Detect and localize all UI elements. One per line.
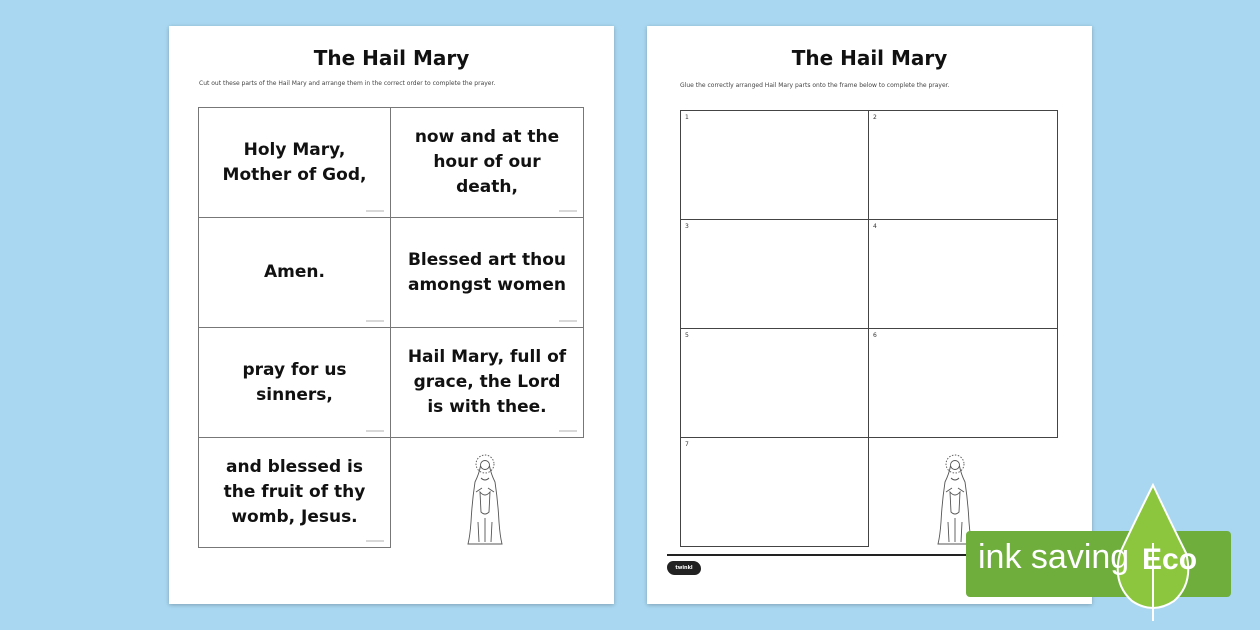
card-footer-mark [366,430,384,432]
frame-box [868,110,1058,220]
brand-logo: twinkl [667,561,701,575]
prayer-frame-grid [681,111,1058,547]
prayer-card [198,327,391,438]
card-footer-mark [366,320,384,322]
prayer-card [198,217,391,328]
prayer-card-text: Amen. [264,262,325,282]
frame-box [680,328,869,438]
frame-number: 6 [873,332,877,339]
page-title: The Hail Mary [791,46,948,70]
prayer-card-text: pray for us sinners, [242,359,347,405]
card-footer-mark [559,320,577,322]
cutout-worksheet-page [169,26,614,604]
frame-box [868,328,1058,438]
prayer-card [390,107,584,218]
virgin-mary-illustration [462,452,508,548]
prayer-card-text: now and at the hour of our death, [414,127,560,197]
prayer-card [390,217,584,328]
page-title: The Hail Mary [313,46,470,70]
prayer-card-text: and blessed is the fruit of thy womb, Jesus. [223,457,366,527]
frame-box [680,437,869,547]
frame-number: 4 [873,223,877,230]
frame-number: 5 [685,332,689,339]
eco-label: Eco [1142,543,1198,576]
frame-box [868,219,1058,329]
prayer-card-text: Hail Mary, full of grace, the Lord is with thee. [407,347,567,417]
instructions-text: Cut out these parts of the Hail Mary and arrange them in the correct order to complete the prayer. [199,80,496,87]
card-footer-mark [366,210,384,212]
ink-saving-label: ink saving [978,538,1130,576]
prayer-card [198,107,391,218]
frame-number: 2 [873,114,877,121]
prayer-card [390,327,584,438]
prayer-card-text: Holy Mary, Mother of God, [222,139,367,185]
ink-saving-eco-badge [966,483,1236,623]
prayer-card-text: Blessed art thou amongst women [407,249,567,295]
frame-number: 7 [685,441,689,448]
card-footer-mark [559,430,577,432]
frame-box [680,219,869,329]
frame-box [680,110,869,220]
cutout-card-grid [199,108,584,548]
instructions-text: Glue the correctly arranged Hail Mary parts onto the frame below to complete the prayer. [680,82,950,89]
card-footer-mark [366,540,384,542]
prayer-card [198,437,391,548]
frame-number: 1 [685,114,689,121]
card-footer-mark [559,210,577,212]
frame-number: 3 [685,223,689,230]
